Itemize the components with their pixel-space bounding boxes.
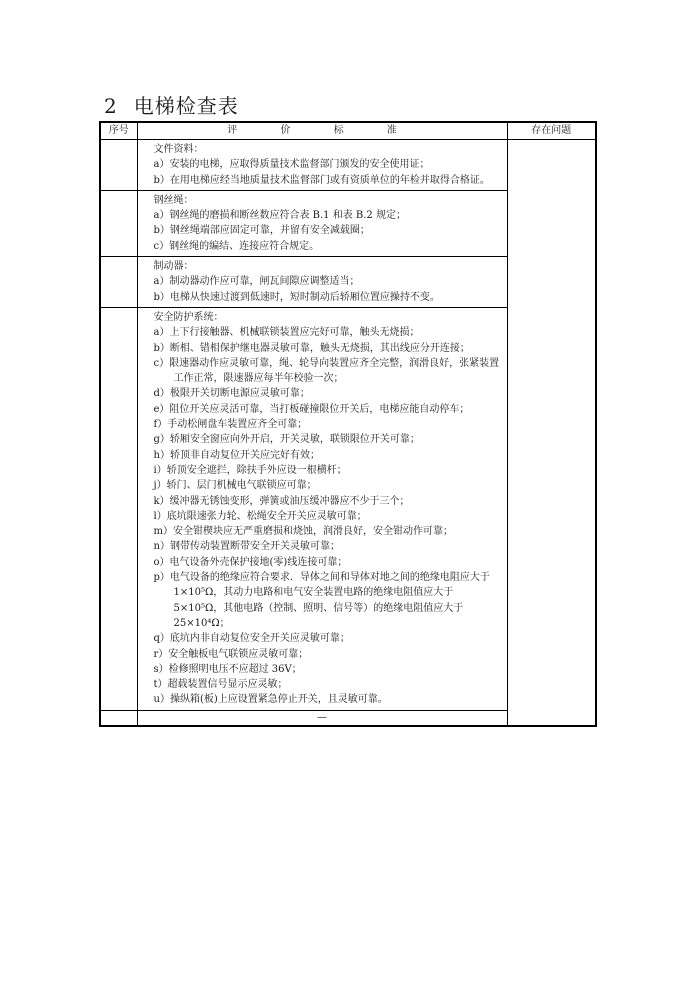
title-number: 2 [104, 94, 118, 118]
table-row [100, 140, 596, 191]
section-heading: 安全防护系统： [153, 311, 224, 323]
criterion-item: a）上下行接触器、机械联锁装置应完好可靠，触头无烧损； [153, 327, 420, 339]
criterion-item: m）安全钳楔块应无严重磨损和烧蚀，润滑良好，安全钳动作可靠； [153, 526, 453, 538]
header-seq: 序号 [100, 122, 137, 140]
header-standard: 评 价 标 准 [137, 122, 507, 140]
criterion-item: f）手动松闸盘车装置应齐全可靠； [153, 419, 308, 431]
criterion-item: n）钢带传动装置断带安全开关灵敏可靠； [153, 541, 340, 553]
standard-cell [137, 257, 507, 308]
criterion-item: s）检修照明电压不应超过 36V； [153, 663, 302, 675]
criterion-item: a）钢丝绳的磨损和断丝数应符合表 B.1 和表 B.2 规定； [153, 210, 406, 222]
criterion-item: h）轿顶非自动复位开关应完好有效； [153, 449, 320, 461]
standard-cell [137, 190, 507, 256]
elevator-check-table [99, 121, 597, 727]
seq-cell [100, 190, 137, 256]
criterion-item: c）钢丝绳的编结、连接应符合规定。 [153, 240, 320, 252]
title-text: 电梯检查表 [133, 94, 239, 118]
header-issues: 存在问题 [507, 122, 596, 140]
criterion-item: e）阻位开关应灵活可靠，当打板碰撞限位开关后，电梯应能自动停车； [153, 403, 470, 415]
criterion-item: a）安装的电梯，应取得质量技术监督部门颁发的安全使用证； [153, 159, 430, 171]
section-heading: 钢丝绳： [153, 194, 194, 206]
criterion-item: g）轿厢安全窗应向外开启，开关灵敏，联锁限位开关可靠； [153, 434, 420, 446]
criterion-item: b）钢丝绳端部应固定可靠，并留有安全减载圈； [153, 225, 370, 237]
seq-cell [100, 257, 137, 308]
section-heading: 文件资料： [153, 144, 204, 155]
criterion-item: p）电气设备的绝缘应符合要求．导体之间和导体对地之间的绝缘电阻应大于 1×10⁵Ω，其动力电路和电气安全装置电路的绝缘电阻值应大于 5×10⁵Ω，其他电路（控制、照明、信号等）的绝缘电阻值应大于 25×10⁴Ω； [153, 572, 490, 629]
standard-cell [137, 307, 507, 710]
seq-cell [100, 307, 137, 710]
table-body [100, 140, 596, 726]
page-title [104, 90, 239, 119]
criterion-item: j）轿门、层门机械电气联锁应可靠； [153, 480, 317, 492]
criterion-item: d）极限开关切断电源应灵敏可靠； [153, 388, 310, 400]
criterion-item: t）超载装置信号显示应灵敏； [153, 679, 288, 691]
header-row [100, 122, 596, 140]
criterion-item: r）安全触板电气联锁应灵敏可靠； [153, 648, 309, 660]
criterion-item: i）轿顶安全遮拦，除扶手外应设一根横杆； [153, 464, 347, 476]
criterion-item: u）操纵箱(板)上应设置紧急停止开关，且灵敏可靠。 [153, 694, 388, 706]
footer-seq-cell [100, 710, 137, 726]
section-heading: 制动器： [153, 261, 194, 273]
criterion-item: k）缓冲器无锈蚀变形，弹簧或油压缓冲器应不少于三个； [153, 495, 410, 507]
criterion-item: b）断相、错相保护继电器灵敏可靠，触头无烧损，其出线应分开连接； [153, 342, 470, 354]
footer-center: — [137, 710, 507, 726]
criterion-item: c）限速器动作应灵敏可靠，绳、轮导向装置应齐全完整，润滑良好，张紧装置工作正常，限速器应每半年校验一次； [153, 357, 500, 385]
criterion-item: l）底坑限速张力轮、松绳安全开关应灵敏可靠； [153, 510, 367, 522]
criterion-item: q）底坑内非自动复位安全开关应灵敏可靠； [153, 633, 350, 645]
issues-cell [507, 140, 596, 726]
criterion-item: b）在用电梯应经当地质量技术监督部门或有资质单位的年检并取得合格证。 [153, 174, 490, 186]
criterion-item: o）电气设备外壳保护接地(零)线连接可靠； [153, 556, 348, 568]
seq-cell [100, 140, 137, 191]
standard-cell [137, 140, 507, 191]
criterion-item: b）电梯从快速过渡到低速时，短时制动后轿厢位置应操持不变。 [153, 291, 440, 303]
criterion-item: a）制动器动作应可靠，闸瓦间隙应调整适当； [153, 276, 360, 288]
